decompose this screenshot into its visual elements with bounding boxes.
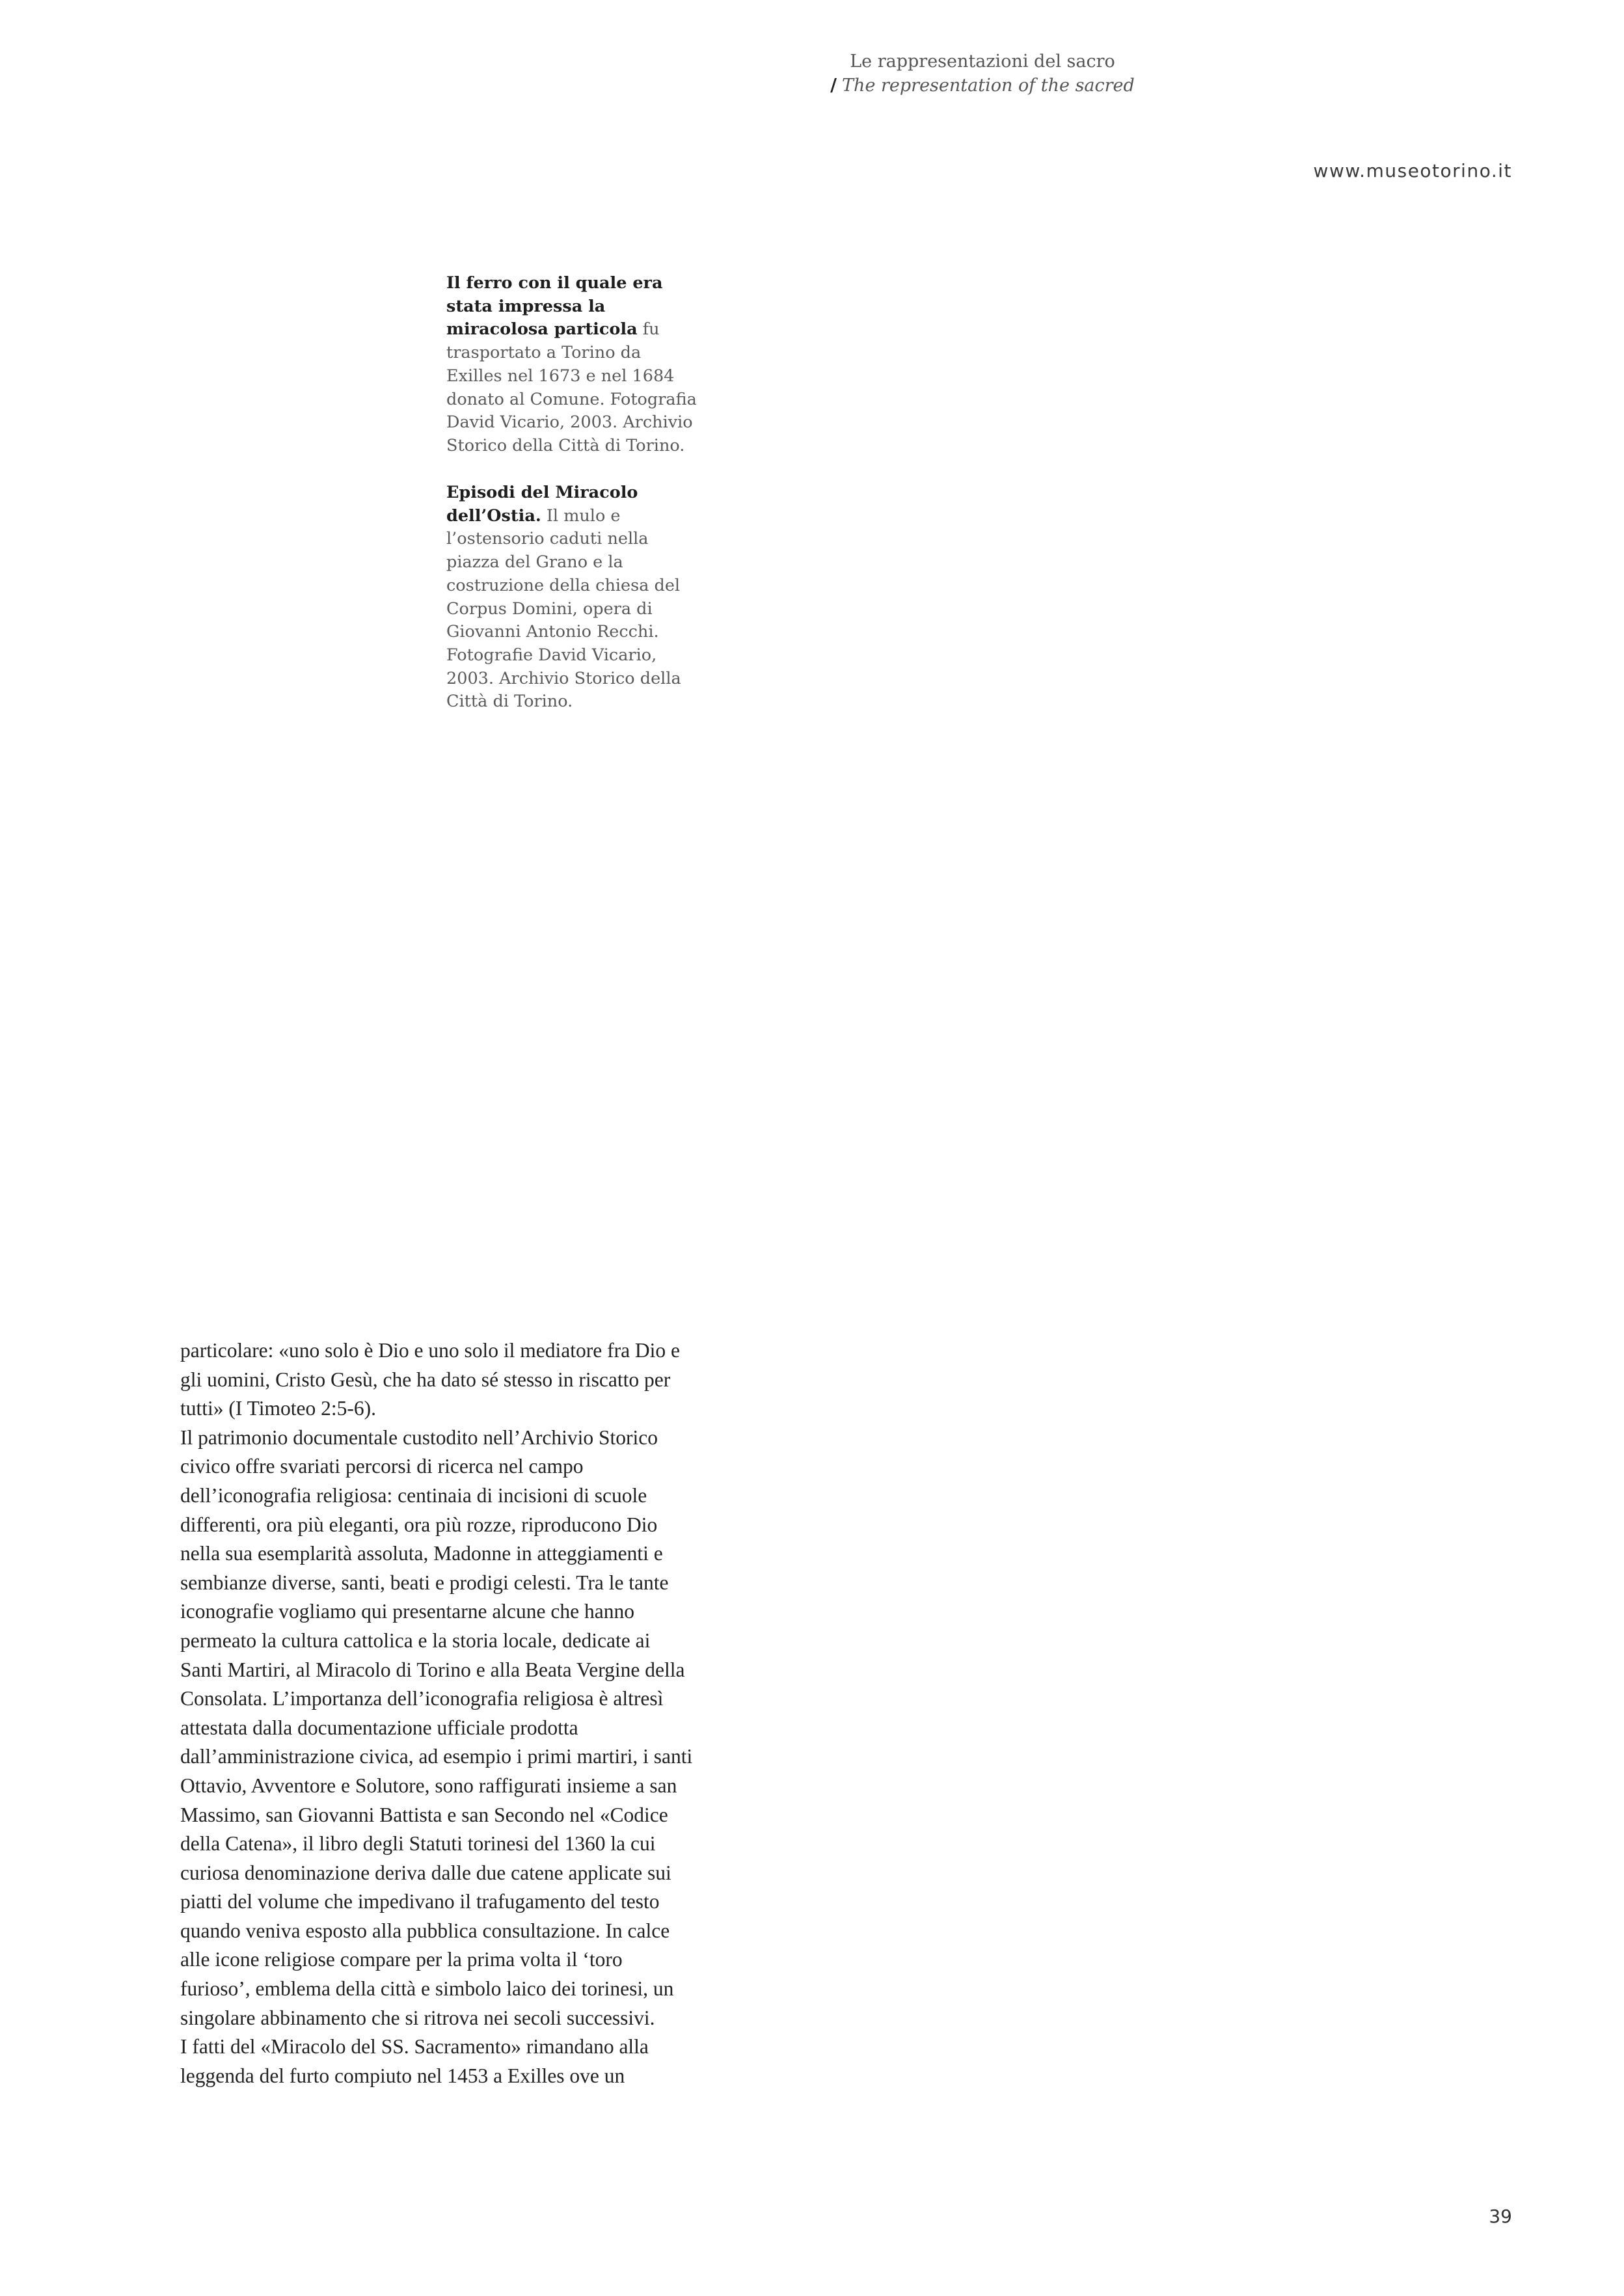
header-title-italian: Le rappresentazioni del sacro [850,51,1115,72]
website-link[interactable]: www.museotorino.it [1313,160,1512,182]
caption-text: Il mulo e l’ostensorio caduti nella piazza del Grano e la costruzione della chiesa del Corpus Domini, opera di Giovanni Antonio Recchi. Fotografie David Vicario, 2003. Archivio Storico della Città di Torino. [446,506,681,712]
page-number: 39 [1489,2206,1512,2227]
body-paragraph: particolare: «uno solo è Dio e uno solo il mediatore fra Dio e gli uomini, Cristo Gesù, che ha dato sé stesso in riscatto per tutti» (I Timoteo 2:5-6). [180,1339,681,1420]
caption-text: fu trasportato a Torino da Exilles nel 1673 e nel 1684 donato al Comune. Fotografia David Vicario, 2003. Archivio Storico della Città di Torino. [446,319,697,455]
body-paragraph: I fatti del «Miracolo del SS. Sacramento» rimandano alla leggenda del furto compiuto nel 1453 a Exilles ove un [180,2035,649,2087]
header-title-english-line [781,74,1184,98]
image-caption [446,481,700,714]
body-paragraph: Il patrimonio documentale custodito nell’Archivio Storico civico offre svariati percorsi di ricerca nel campo dell’iconografia religiosa: centinaia di incisioni di scuole differenti, ora più eleganti, ora più rozze, riproducono Dio nella sua esemplarità assoluta, Madonne in atteggiamenti e sembianze diverse, santi, beati e prodigi celesti. Tra le tante iconografie vogliamo qui presentarne alcune che hanno permeato la cultura cattolica e la storia locale, dedicate ai Santi Martiri, al Miracolo di Torino e alla Beata Vergine della Consolata. L’importanza dell’iconografia religiosa è altresì attestata dalla documentazione ufficiale prodotta dall’amministrazione civica, ad esempio i primi martiri, i santi Ottavio, Avventore e Solutore, sono raffigurati insieme a san Massimo, san Giovanni Battista e san Secondo nel «Codice della Catena», il libro degli Statuti torinesi del 1360 la cui curiosa denominazione deriva dalle due catene applicate sui piatti del volume che impedivano il trafugamento del testo quando veniva esposto alla pubblica consultazione. In calce alle icone religiose compare per la prima volta il ‘toro furioso’, emblema della città e simbolo laico dei torinesi, un singolare abbinamento che si ritrova nei secoli successivi. [180,1425,693,2029]
caption-bold-lead: Episodi del Miracolo dell’Ostia. [446,483,638,526]
header-title-english: The representation of the sacred [842,75,1135,96]
running-header [781,49,1184,98]
caption-bold-lead: Il ferro con il quale era stata impressa la miracolosa particola [446,273,663,340]
header-slash: / [830,75,837,96]
main-body-text [180,1336,694,2090]
image-caption [446,272,700,458]
